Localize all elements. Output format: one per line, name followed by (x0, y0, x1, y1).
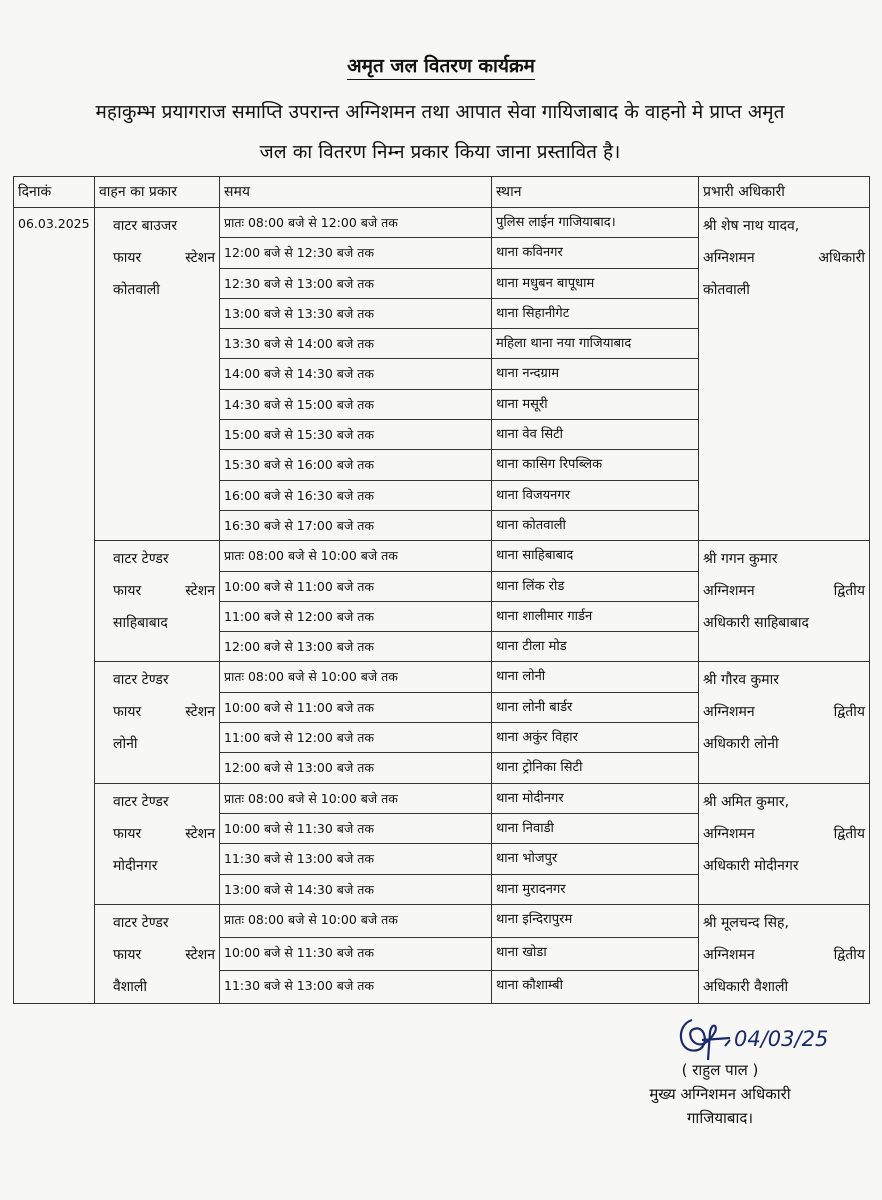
officer-cell (699, 541, 870, 662)
place-cell: थाना मोदीनगर (492, 783, 699, 813)
officer-cell (699, 904, 870, 1003)
time-cell: 11:00 बजे से 12:00 बजे तक (220, 723, 492, 753)
table-row (14, 904, 870, 937)
time-cell: 11:30 बजे से 13:00 बजे तक (220, 844, 492, 874)
schedule-table (13, 176, 870, 1004)
time-cell: प्रातः 08:00 बजे से 10:00 बजे तक (220, 662, 492, 692)
cell-line: श्री मूलचन्द सिह, (703, 914, 789, 931)
time-cell: 14:00 बजे से 14:30 बजे तक (220, 359, 492, 389)
time-cell: 11:30 बजे से 13:00 बजे तक (220, 970, 492, 1003)
table-body (14, 208, 870, 1004)
cell-line (703, 575, 865, 607)
place-cell: थाना लोनी बार्डर (492, 692, 699, 722)
time-cell: 10:00 बजे से 11:00 बजे तक (220, 571, 492, 601)
signature-date: 04/03/25 (734, 1027, 829, 1051)
place-cell: थाना ट्रोनिका सिटी (492, 753, 699, 783)
cell-line (703, 242, 865, 274)
place-cell: थाना इन्दिरापुरम (492, 904, 699, 937)
cell-line: वाटर टेण्डर (113, 914, 169, 931)
place-cell: थाना मुरादनगर (492, 874, 699, 904)
cell-line: श्री गौरव कुमार (703, 672, 779, 689)
cell-line: वाटर बाउजर (113, 218, 178, 234)
cell-word: फायर (113, 946, 142, 963)
cell-line (703, 818, 865, 850)
cell-line (113, 696, 215, 728)
place-cell: थाना मसूरी (492, 389, 699, 419)
place-cell: थाना कासिग रिपब्लिक (492, 450, 699, 480)
cell-word: फायर (113, 704, 142, 721)
signer-name: ( राहुल पाल ) (681, 1061, 759, 1079)
cell-line: वैशाली (113, 978, 148, 995)
cell-word: द्वितीय (833, 825, 865, 842)
header-vehicle: वाहन का प्रकार (95, 177, 220, 208)
place-cell: थाना लोनी (492, 662, 699, 692)
signer-designation: मुख्य अग्निशमन अधिकारी (649, 1085, 791, 1103)
officer-cell (699, 783, 870, 904)
header-date: दिनाकं (14, 177, 95, 208)
cell-word: द्वितीय (833, 704, 865, 721)
place-cell: थाना मधुबन बापूधाम (492, 268, 699, 298)
place-cell: थाना भोजपुर (492, 844, 699, 874)
cell-line (113, 939, 215, 971)
time-cell: 12:00 बजे से 12:30 बजे तक (220, 238, 492, 268)
time-cell: 13:30 बजे से 14:00 बजे तक (220, 329, 492, 359)
intro-line-1: महाकुम्भ प्रयागराज समाप्ति उपरान्त अग्निशमन तथा आपात सेवा गायिजाबाद के वाहनो मे प्राप्त अमृत (95, 101, 785, 123)
header-place: स्थान (492, 177, 699, 208)
intro-line-2: जल का वितरण निम्न प्रकार किया जाना प्रस्तावित है। (259, 141, 621, 163)
officer-cell (699, 662, 870, 783)
cell-line: अधिकारी साहिबाबाद (703, 615, 809, 632)
place-cell: थाना खोडा (492, 937, 699, 970)
place-cell: थाना टीला मोड (492, 632, 699, 662)
cell-word: अग्निशमन (703, 946, 755, 963)
time-cell: प्रातः 08:00 बजे से 10:00 बजे तक (220, 783, 492, 813)
table-row (14, 662, 870, 692)
place-cell: थाना सिहानीगेट (492, 298, 699, 328)
cell-word: अग्निशमन (703, 583, 755, 600)
place-cell: थाना लिंक रोड (492, 571, 699, 601)
vehicle-cell (95, 904, 220, 1003)
place-cell: थाना अकुंर विहार (492, 723, 699, 753)
header-officer: प्रभारी अधिकारी (699, 177, 870, 208)
intro-paragraph (40, 92, 840, 172)
table-row (14, 783, 870, 813)
cell-line (703, 939, 865, 971)
cell-word: स्टेशन (185, 250, 215, 266)
cell-line: कोतवाली (703, 282, 750, 298)
cell-word: फायर (113, 825, 142, 842)
cell-word: अग्निशमन (703, 825, 755, 842)
cell-line: वाटर टेण्डर (113, 672, 169, 689)
cell-line: श्री शेष नाथ यादव, (703, 218, 800, 234)
cell-line (113, 242, 215, 274)
place-cell: थाना नन्दग्राम (492, 359, 699, 389)
time-cell: 12:00 बजे से 13:00 बजे तक (220, 753, 492, 783)
place-cell: पुलिस लाईन गाजियाबाद। (492, 208, 699, 238)
vehicle-cell (95, 783, 220, 904)
time-cell: 15:00 बजे से 15:30 बजे तक (220, 420, 492, 450)
place-cell: थाना निवाडी (492, 813, 699, 843)
place-cell: महिला थाना नया गाजियाबाद (492, 329, 699, 359)
signer-place: गाजियाबाद। (686, 1109, 754, 1127)
cell-line: अधिकारी मोदीनगर (703, 857, 799, 874)
place-cell: थाना कोतवाली (492, 510, 699, 540)
date-cell: 06.03.2025 (14, 208, 95, 1004)
cell-word: द्वितीय (833, 583, 865, 600)
time-cell: 12:30 बजे से 13:00 बजे तक (220, 268, 492, 298)
time-cell: 16:30 बजे से 17:00 बजे तक (220, 510, 492, 540)
signer-block (620, 1058, 820, 1130)
time-cell: 10:00 बजे से 11:30 बजे तक (220, 813, 492, 843)
cell-line: अधिकारी लोनी (703, 736, 779, 753)
place-cell: थाना विजयनगर (492, 480, 699, 510)
time-cell: 10:00 बजे से 11:00 बजे तक (220, 692, 492, 722)
time-cell: 13:00 बजे से 14:30 बजे तक (220, 874, 492, 904)
cell-line: लोनी (113, 736, 138, 753)
cell-line: मोदीनगर (113, 857, 158, 874)
cell-line: कोतवाली (113, 282, 160, 298)
vehicle-cell (95, 662, 220, 783)
time-cell: प्रातः 08:00 बजे से 10:00 बजे तक (220, 904, 492, 937)
cell-word: स्टेशन (185, 825, 215, 842)
vehicle-cell (95, 208, 220, 541)
cell-word: स्टेशन (185, 946, 215, 963)
vehicle-cell (95, 541, 220, 662)
cell-word: अग्निशमन (703, 704, 755, 721)
table-header-row (14, 177, 870, 208)
cell-line (113, 818, 215, 850)
table-row (14, 208, 870, 238)
cell-word: स्टेशन (185, 583, 215, 600)
time-cell: 14:30 बजे से 15:00 बजे तक (220, 389, 492, 419)
cell-line: साहिबाबाद (113, 615, 168, 632)
cell-word: फायर (113, 583, 142, 600)
place-cell: थाना वेव सिटी (492, 420, 699, 450)
document-title: अमृत जल वितरण कार्यक्रम (0, 52, 882, 78)
place-cell: थाना साहिबाबाद (492, 541, 699, 571)
cell-line: वाटर टेण्डर (113, 793, 169, 810)
cell-word: फायर (113, 250, 142, 266)
time-cell: 15:30 बजे से 16:00 बजे तक (220, 450, 492, 480)
table-row (14, 541, 870, 571)
cell-word: अधिकारी (818, 250, 865, 266)
time-cell: 11:00 बजे से 12:00 बजे तक (220, 601, 492, 631)
officer-cell (699, 208, 870, 541)
place-cell: थाना शालीमार गार्डन (492, 601, 699, 631)
cell-line: श्री अमित कुमार, (703, 793, 790, 810)
time-cell: 13:00 बजे से 13:30 बजे तक (220, 298, 492, 328)
cell-word: द्वितीय (833, 946, 865, 963)
cell-word: स्टेशन (185, 704, 215, 721)
time-cell: 12:00 बजे से 13:00 बजे तक (220, 632, 492, 662)
cell-line: वाटर टेण्डर (113, 551, 169, 568)
time-cell: प्रातः 08:00 बजे से 10:00 बजे तक (220, 541, 492, 571)
header-time: समय (220, 177, 492, 208)
time-cell: 10:00 बजे से 11:30 बजे तक (220, 937, 492, 970)
cell-word: अग्निशमन (703, 250, 755, 266)
cell-line: अधिकारी वैशाली (703, 978, 789, 995)
cell-line (703, 696, 865, 728)
time-cell: प्रातः 08:00 बजे से 12:00 बजे तक (220, 208, 492, 238)
time-cell: 16:00 बजे से 16:30 बजे तक (220, 480, 492, 510)
place-cell: थाना कविनगर (492, 238, 699, 268)
cell-line (113, 575, 215, 607)
place-cell: थाना कौशाम्बी (492, 970, 699, 1003)
cell-line: श्री गगन कुमार (703, 551, 778, 568)
